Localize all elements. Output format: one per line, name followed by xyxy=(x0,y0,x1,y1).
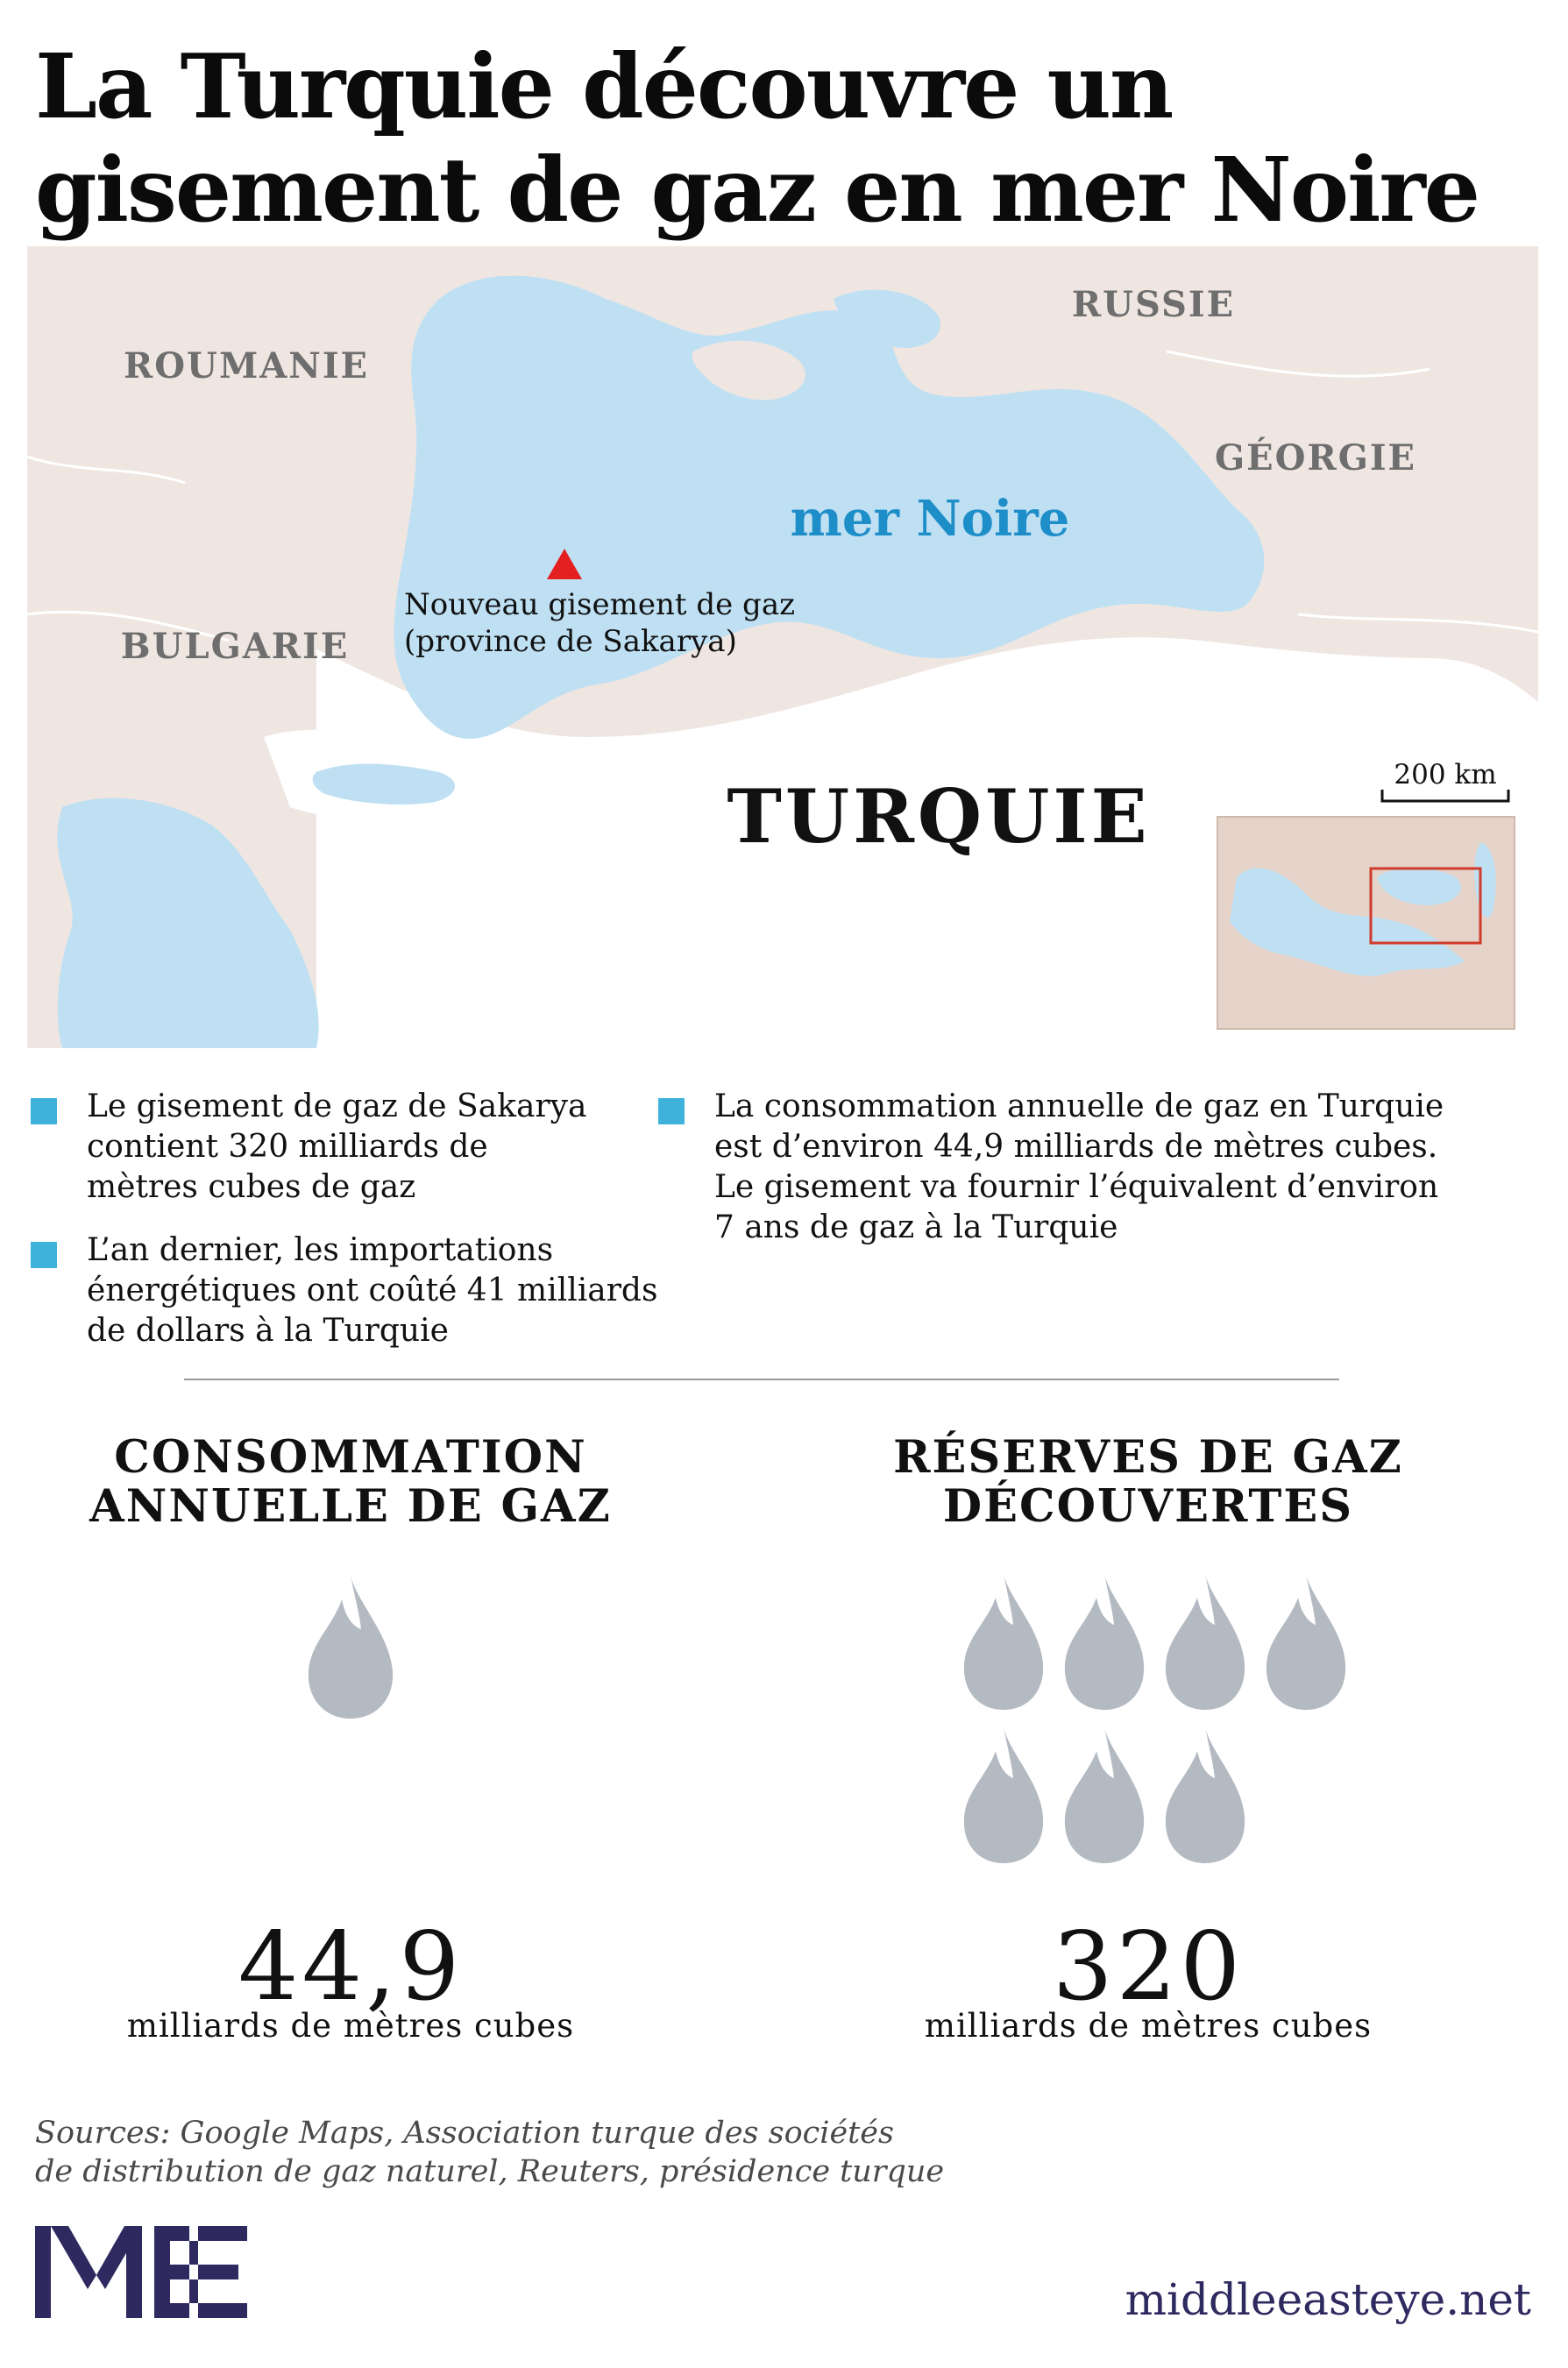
fact-bullet xyxy=(31,1242,57,1268)
fact-consumption: La consommation annuelle de gaz en Turquie est d’environ 44,9 milliards de mètres cubes. Le gisement va fournir l’équivalent d’environ 7 ans de gaz à la Turquie xyxy=(714,1088,1444,1245)
label-bulgaria: BULGARIE xyxy=(120,626,350,667)
label-georgia: GÉORGIE xyxy=(1214,437,1417,479)
stat-value-consumption: 44,9 xyxy=(238,1912,464,2022)
page-title: La Turquie découvre un gisement de gaz en mer Noire xyxy=(35,34,1479,242)
stat-value-reserves: 320 xyxy=(1052,1912,1245,2022)
drop-icon xyxy=(964,1573,1043,1710)
fact-imports: L’an dernier, les importations énergétiques ont coûté 41 milliards de dollars à la Turquie xyxy=(87,1232,658,1349)
sources-note: Sources: Google Maps, Association turque des sociétés de distribution de gaz naturel, Reuters, présidence turque xyxy=(35,2116,945,2189)
drop-icon xyxy=(1065,1573,1144,1710)
drop-icon xyxy=(964,1726,1043,1863)
fact-bullet xyxy=(658,1098,685,1124)
gas-field-label-line1: Nouveau gisement de gaz xyxy=(404,587,796,622)
stat-unit-reserves: milliards de mètres cubes xyxy=(924,2007,1373,2045)
mee-logo xyxy=(35,2226,254,2318)
fact-sakarya: Le gisement de gaz de Sakarya contient 320 milliards de mètres cubes de gaz xyxy=(87,1088,587,1205)
drop-icon xyxy=(1166,1726,1245,1863)
label-romania: ROUMANIE xyxy=(123,345,370,386)
facts-section xyxy=(27,1087,1538,1367)
divider xyxy=(184,1379,1339,1380)
fact-bullet xyxy=(31,1098,57,1124)
website-link[interactable]: middleeasteye.net xyxy=(1125,2274,1531,2325)
drops-reserves xyxy=(955,1573,1359,1875)
label-turkey: TURQUIE xyxy=(727,773,1151,860)
scale-label: 200 km xyxy=(1394,759,1497,791)
stat-unit-consumption: milliards de mètres cubes xyxy=(126,2007,575,2045)
stat-heading-reserves: RÉSERVES DE GAZ DÉCOUVERTES xyxy=(893,1431,1403,1533)
label-black-sea: mer Noire xyxy=(790,490,1070,548)
drop-icon xyxy=(1065,1726,1144,1863)
map xyxy=(27,246,1538,1048)
inset-map xyxy=(1217,817,1515,1029)
gas-field-label-line2: (province de Sakarya) xyxy=(404,624,737,659)
label-russia: RUSSIE xyxy=(1071,284,1236,325)
drop-icon xyxy=(298,1573,403,1722)
map-canvas xyxy=(27,246,1538,1048)
drop-icon xyxy=(1166,1573,1245,1710)
drop-icon xyxy=(1266,1573,1345,1710)
stat-heading-consumption: CONSOMMATION ANNUELLE DE GAZ xyxy=(89,1431,612,1533)
